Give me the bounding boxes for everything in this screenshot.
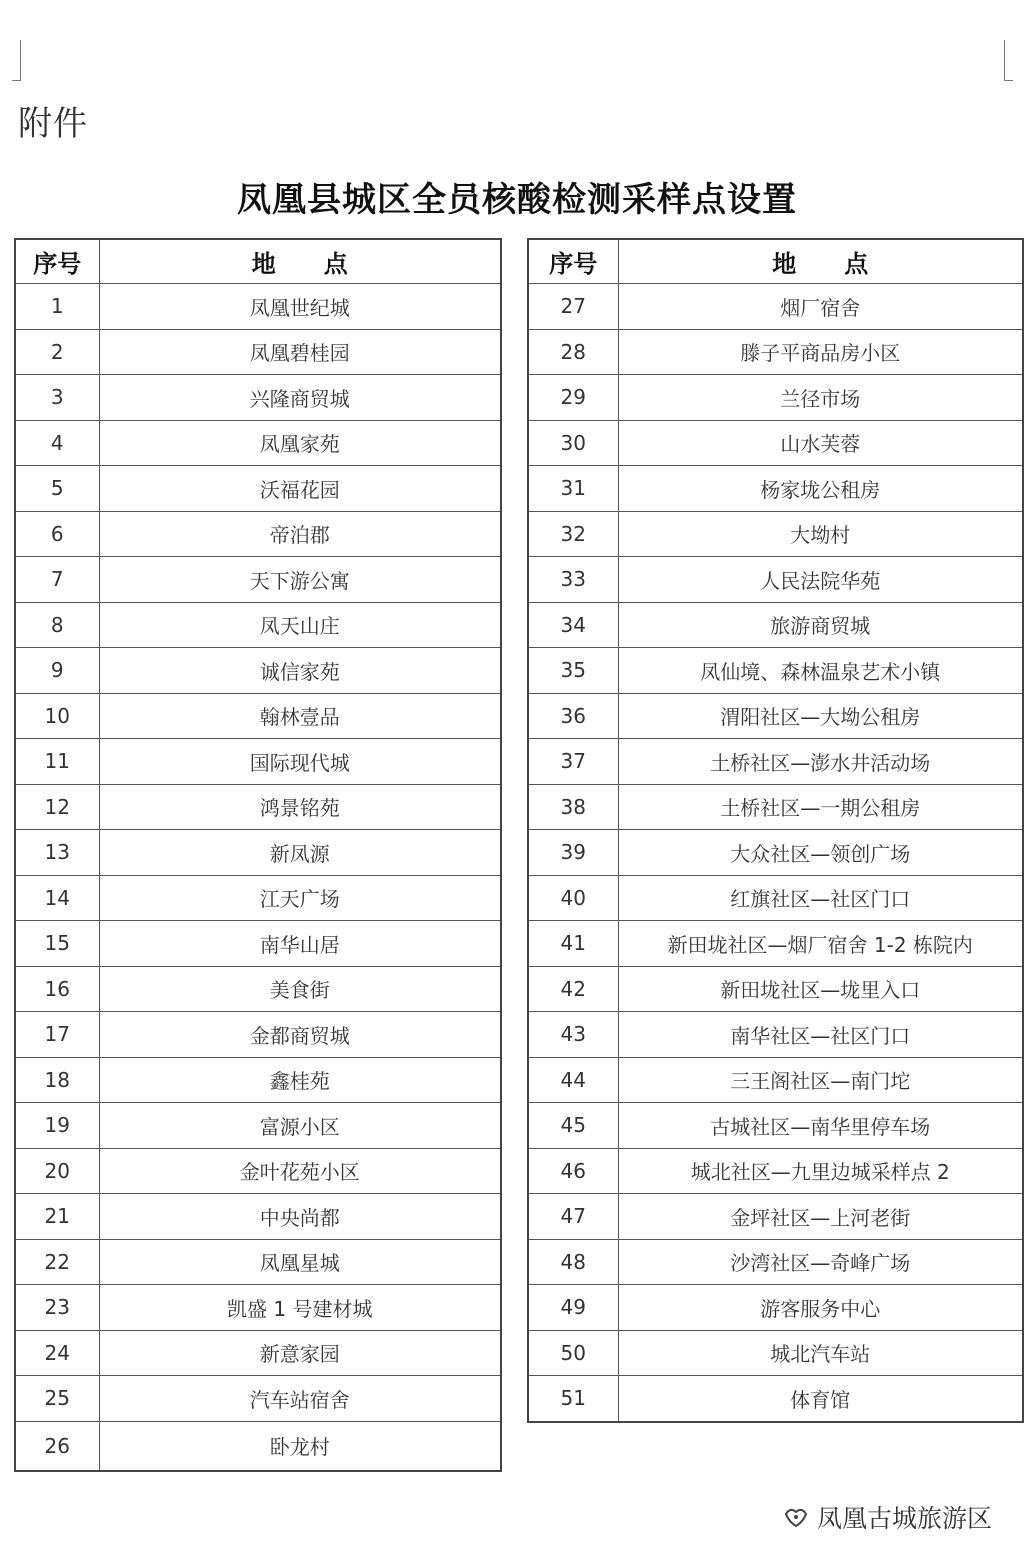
row-location: 城北汽车站 — [618, 1330, 1023, 1376]
table-row — [15, 1239, 501, 1285]
table-row — [528, 921, 1023, 967]
row-location: 渭阳社区—大坳公租房 — [618, 693, 1023, 739]
table-row — [15, 420, 501, 466]
table-row — [528, 1285, 1023, 1331]
row-number: 29 — [528, 375, 618, 421]
row-number: 42 — [528, 966, 618, 1012]
row-number: 40 — [528, 875, 618, 921]
row-location: 大坳村 — [618, 511, 1023, 557]
row-location: 中央尚都 — [99, 1194, 501, 1240]
row-number: 21 — [15, 1194, 99, 1240]
sampling-sites-table-right — [527, 238, 1024, 1423]
table-row — [15, 739, 501, 785]
table-row — [528, 511, 1023, 557]
row-number: 49 — [528, 1285, 618, 1331]
row-number: 3 — [15, 375, 99, 421]
row-location: 帝泊郡 — [99, 511, 501, 557]
row-number: 20 — [15, 1148, 99, 1194]
watermark-text: 凤凰古城旅游区 — [817, 1504, 993, 1533]
row-location: 凯盛 1 号建材城 — [99, 1285, 501, 1331]
header-number: 序号 — [15, 239, 99, 284]
row-number: 26 — [15, 1421, 99, 1471]
row-number: 36 — [528, 693, 618, 739]
row-location: 凤凰碧桂园 — [99, 329, 501, 375]
row-location: 烟厂宿舍 — [618, 284, 1023, 330]
row-number: 51 — [528, 1376, 618, 1422]
row-number: 18 — [15, 1057, 99, 1103]
row-number: 2 — [15, 329, 99, 375]
table-row — [15, 1194, 501, 1240]
row-location: 大众社区—领创广场 — [618, 830, 1023, 876]
row-number: 11 — [15, 739, 99, 785]
row-number: 6 — [15, 511, 99, 557]
table-row — [528, 420, 1023, 466]
row-number: 23 — [15, 1285, 99, 1331]
row-location: 滕子平商品房小区 — [618, 329, 1023, 375]
row-number: 25 — [15, 1376, 99, 1422]
row-number: 13 — [15, 830, 99, 876]
page-corner-mark — [12, 40, 21, 81]
row-location: 兴隆商贸城 — [99, 375, 501, 421]
row-number: 35 — [528, 648, 618, 694]
row-location: 凤凰世纪城 — [99, 284, 501, 330]
row-location: 天下游公寓 — [99, 557, 501, 603]
attachment-label: 附件 — [18, 104, 88, 144]
row-location: 凤凰家苑 — [99, 420, 501, 466]
row-number: 24 — [15, 1330, 99, 1376]
row-location: 体育馆 — [618, 1376, 1023, 1422]
row-location: 凤仙境、森林温泉艺术小镇 — [618, 648, 1023, 694]
row-number: 5 — [15, 466, 99, 512]
table-header-row — [15, 239, 501, 284]
table-row — [528, 693, 1023, 739]
row-number: 50 — [528, 1330, 618, 1376]
row-number: 39 — [528, 830, 618, 876]
row-number: 12 — [15, 784, 99, 830]
row-location: 古城社区—南华里停车场 — [618, 1103, 1023, 1149]
table-row — [528, 1103, 1023, 1149]
row-number: 43 — [528, 1012, 618, 1058]
row-location: 红旗社区—社区门口 — [618, 875, 1023, 921]
row-location: 凤凰星城 — [99, 1239, 501, 1285]
row-location: 城北社区—九里边城采样点 2 — [618, 1148, 1023, 1194]
watermark — [783, 1500, 992, 1534]
table-row — [15, 1376, 501, 1422]
table-header-row — [528, 239, 1023, 284]
table-row — [15, 466, 501, 512]
table-row — [15, 1148, 501, 1194]
row-location: 沃福花园 — [99, 466, 501, 512]
row-number: 9 — [15, 648, 99, 694]
table-row — [15, 375, 501, 421]
row-location: 新田垅社区—烟厂宿舍 1-2 栋院内 — [618, 921, 1023, 967]
row-location: 新意家园 — [99, 1330, 501, 1376]
row-location: 江天广场 — [99, 875, 501, 921]
wechat-channel-icon — [783, 1505, 809, 1529]
row-number: 27 — [528, 284, 618, 330]
row-number: 8 — [15, 602, 99, 648]
table-row — [528, 875, 1023, 921]
row-number: 48 — [528, 1239, 618, 1285]
row-location: 三王阁社区—南门坨 — [618, 1057, 1023, 1103]
row-location: 翰林壹品 — [99, 693, 501, 739]
table-row — [15, 693, 501, 739]
page-corner-mark — [1004, 40, 1013, 81]
row-number: 34 — [528, 602, 618, 648]
table-row — [528, 557, 1023, 603]
table-row — [528, 1194, 1023, 1240]
header-location: 地 点 — [99, 239, 501, 284]
table-row — [15, 1057, 501, 1103]
table-row — [528, 1057, 1023, 1103]
sampling-sites-table-left — [14, 238, 502, 1472]
row-number: 31 — [528, 466, 618, 512]
row-number: 45 — [528, 1103, 618, 1149]
table-row — [15, 830, 501, 876]
row-number: 19 — [15, 1103, 99, 1149]
table-row — [528, 830, 1023, 876]
table-row — [528, 1012, 1023, 1058]
row-number: 14 — [15, 875, 99, 921]
table-row — [528, 602, 1023, 648]
row-location: 杨家垅公租房 — [618, 466, 1023, 512]
row-number: 41 — [528, 921, 618, 967]
table-row — [15, 602, 501, 648]
row-number: 28 — [528, 329, 618, 375]
row-location: 汽车站宿舍 — [99, 1376, 501, 1422]
table-row — [15, 1012, 501, 1058]
row-number: 33 — [528, 557, 618, 603]
header-number: 序号 — [528, 239, 618, 284]
row-number: 44 — [528, 1057, 618, 1103]
table-row — [15, 329, 501, 375]
table-row — [528, 966, 1023, 1012]
table-row — [15, 784, 501, 830]
table-row — [15, 1103, 501, 1149]
table-row — [528, 1148, 1023, 1194]
row-number: 38 — [528, 784, 618, 830]
row-location: 山水芙蓉 — [618, 420, 1023, 466]
row-location: 游客服务中心 — [618, 1285, 1023, 1331]
document-title: 凤凰县城区全员核酸检测采样点设置 — [237, 180, 797, 220]
header-location: 地 点 — [618, 239, 1023, 284]
row-location: 人民法院华苑 — [618, 557, 1023, 603]
table-row — [15, 1285, 501, 1331]
table-row — [528, 648, 1023, 694]
table-row — [15, 875, 501, 921]
row-location: 凤天山庄 — [99, 602, 501, 648]
table-row — [528, 284, 1023, 330]
table-row — [15, 1421, 501, 1471]
table-row — [528, 466, 1023, 512]
row-location: 卧龙村 — [99, 1421, 501, 1471]
row-location: 金坪社区—上河老街 — [618, 1194, 1023, 1240]
table-row — [15, 966, 501, 1012]
row-number: 4 — [15, 420, 99, 466]
row-location: 富源小区 — [99, 1103, 501, 1149]
row-location: 土桥社区—一期公租房 — [618, 784, 1023, 830]
row-number: 10 — [15, 693, 99, 739]
table-row — [15, 648, 501, 694]
row-location: 兰径市场 — [618, 375, 1023, 421]
row-number: 1 — [15, 284, 99, 330]
row-number: 46 — [528, 1148, 618, 1194]
row-number: 30 — [528, 420, 618, 466]
row-location: 新凤源 — [99, 830, 501, 876]
row-number: 17 — [15, 1012, 99, 1058]
row-location: 美食街 — [99, 966, 501, 1012]
row-number: 16 — [15, 966, 99, 1012]
row-location: 鸿景铭苑 — [99, 784, 501, 830]
row-location: 南华社区—社区门口 — [618, 1012, 1023, 1058]
table-row — [528, 329, 1023, 375]
table-row — [15, 511, 501, 557]
row-location: 金都商贸城 — [99, 1012, 501, 1058]
row-location: 金叶花苑小区 — [99, 1148, 501, 1194]
row-location: 旅游商贸城 — [618, 602, 1023, 648]
row-number: 22 — [15, 1239, 99, 1285]
row-location: 土桥社区—澎水井活动场 — [618, 739, 1023, 785]
table-row — [15, 921, 501, 967]
row-number: 37 — [528, 739, 618, 785]
table-row — [528, 1239, 1023, 1285]
row-number: 32 — [528, 511, 618, 557]
row-number: 47 — [528, 1194, 618, 1240]
row-location: 沙湾社区—奇峰广场 — [618, 1239, 1023, 1285]
table-row — [15, 557, 501, 603]
row-location: 鑫桂苑 — [99, 1057, 501, 1103]
row-number: 7 — [15, 557, 99, 603]
row-location: 国际现代城 — [99, 739, 501, 785]
row-location: 诚信家苑 — [99, 648, 501, 694]
table-row — [15, 284, 501, 330]
row-number: 15 — [15, 921, 99, 967]
table-row — [528, 784, 1023, 830]
row-location: 南华山居 — [99, 921, 501, 967]
row-location: 新田垅社区—垅里入口 — [618, 966, 1023, 1012]
table-row — [528, 1330, 1023, 1376]
table-row — [15, 1330, 501, 1376]
table-row — [528, 739, 1023, 785]
table-row — [528, 1376, 1023, 1422]
table-row — [528, 375, 1023, 421]
